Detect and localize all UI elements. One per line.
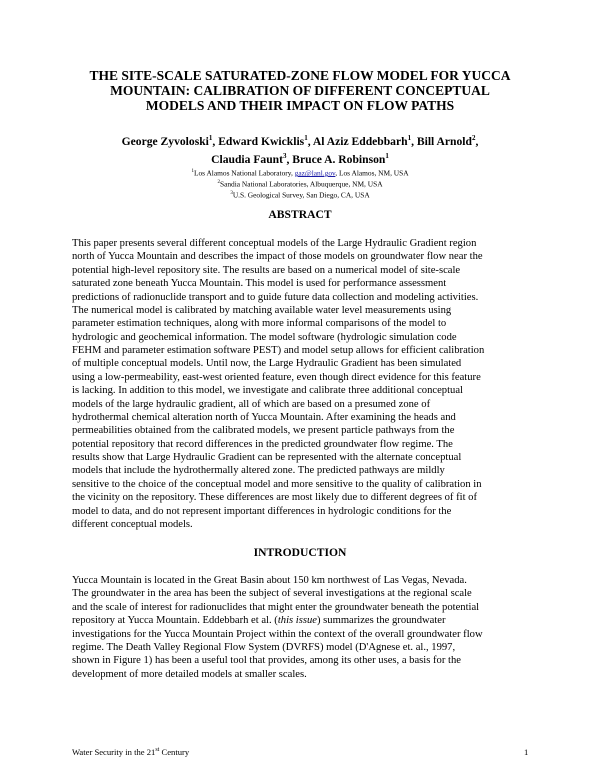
text-segment: repository at Yucca Mountain. Eddebbarh et al. ( bbox=[72, 615, 278, 627]
text-line: and the scale of interest for radionuclides that might enter the groundwater beneath the potential bbox=[72, 601, 480, 613]
text-line: results show that Large Hydraulic Gradient can be represented with the alternate conceptual bbox=[72, 452, 462, 463]
text-line: potential repository that record differences in the predicted groundwater flow regime. The bbox=[72, 438, 453, 450]
author-name: George Zyvoloski bbox=[121, 134, 209, 148]
text-line: permeabilities obtained from the calibrated models, we present particle pathways from the bbox=[72, 425, 455, 437]
affiliation-1 bbox=[60, 167, 540, 178]
text-line: This paper presents several different conceptual models of the Large Hydraulic Gradient region bbox=[72, 238, 477, 249]
affiliation-mark: 1 bbox=[304, 134, 308, 142]
italic-text: this issue bbox=[277, 615, 317, 627]
abstract-heading: ABSTRACT bbox=[268, 208, 332, 221]
text-line: model to data, and do not represent important differences in hydrologic conditions for the bbox=[72, 505, 452, 517]
text-line: potential high-level repository site. The results are based on a numerical model of site-scale bbox=[72, 264, 461, 276]
author-name: Al Aziz Eddebbarh bbox=[312, 134, 408, 148]
text-line: of multiple conceptual models. Until now, the Large Hydraulic Gradient has been simulated bbox=[72, 358, 462, 370]
paper-title bbox=[60, 68, 540, 113]
footer-text: Century bbox=[159, 747, 190, 757]
affiliation-text: U.S. Geological Survey, San Diego, CA, USA bbox=[232, 190, 370, 200]
affiliations bbox=[60, 167, 540, 200]
email-link[interactable]: gaz@lanl.gov bbox=[294, 168, 336, 178]
text-line: Yucca Mountain is located in the Great Basin about 150 km northwest of Las Vegas, Nevada. bbox=[72, 575, 467, 586]
footer-title bbox=[72, 747, 189, 757]
text-line: the vicinity on the repository. These differences are most likely due to different degrees of fit of bbox=[72, 492, 477, 504]
author-list bbox=[60, 131, 540, 167]
title-line: THE SITE-SCALE SATURATED-ZONE FLOW MODEL FOR YUCCA bbox=[89, 68, 511, 83]
footer-text: Water Security in the 21 bbox=[72, 747, 156, 757]
affiliation-mark: 1 bbox=[385, 151, 389, 160]
affiliation-text: Sandia National Laboratories, Albuquerque, NM, USA bbox=[219, 179, 383, 189]
affiliation-text: Los Alamos National Laboratory, bbox=[193, 168, 295, 178]
affiliation-mark: 1 bbox=[208, 134, 213, 142]
text-line bbox=[72, 614, 530, 627]
text-line: different conceptual models. bbox=[72, 518, 193, 530]
author-line: George Zyvoloski$^1$, Edward Kwicklis$^1$, Al Aziz Eddebbarh$^1$, Bill Arnold$^2$, bbox=[121, 134, 479, 148]
author-name: Edward Kwicklis bbox=[218, 134, 305, 148]
text-line: predictions of radionuclide transport and to guide future data collection and modeling activities. bbox=[72, 291, 479, 303]
affiliation-3 bbox=[60, 189, 540, 200]
affiliation-2 bbox=[60, 178, 540, 189]
affiliation-mark: 3 bbox=[282, 151, 287, 160]
author-name: Bruce A. Robinson bbox=[292, 152, 386, 166]
text-line: models that include the hydrothermally altered zone. The predicted pathways are mildly bbox=[72, 465, 445, 477]
title-line: MODELS AND THEIR IMPACT ON FLOW PATHS bbox=[145, 98, 455, 113]
author-name: Bill Arnold bbox=[416, 134, 472, 148]
text-line: shown in Figure 1) has been a useful tool that provides, among its other uses, a basis for the bbox=[72, 655, 461, 667]
page-number: 1 bbox=[524, 747, 529, 757]
text-segment: ) summarizes the groundwater bbox=[316, 615, 446, 627]
text-line: parameter estimation techniques, along with more informal comparisons of the model to bbox=[72, 318, 447, 330]
author-line: Claudia Faunt$^3$, Bruce A. Robinson$^1$ bbox=[211, 151, 389, 166]
introduction-heading: INTRODUCTION bbox=[253, 546, 347, 559]
text-line: north of Yucca Mountain and describes the impact of those models on groundwater flow near the bbox=[72, 251, 483, 263]
affiliation-text: , Los Alamos, NM, USA bbox=[335, 168, 409, 178]
text-line: hydrologic and geochemical information. The model software (hydrologic simulation code bbox=[72, 331, 457, 343]
text-line: using a low-permeability, east-west oriented feature, even though direct evidence for this feature bbox=[72, 371, 481, 383]
affiliation-number: 2 bbox=[217, 179, 220, 185]
text-line: regime. The Death Valley Regional Flow System (DVRFS) model (D'Agnese et. al., 1997, bbox=[72, 641, 456, 653]
text-line: saturated zone beneath Yucca Mountain. This model is used for performance assessment bbox=[72, 278, 447, 290]
text-line: models of the large hydraulic gradient, all of which are based on a presumed zone of bbox=[72, 398, 431, 410]
introduction-body bbox=[72, 574, 530, 681]
title-line: MOUNTAIN: CALIBRATION OF DIFFERENT CONCEPTUAL bbox=[110, 83, 490, 98]
abstract-body bbox=[72, 237, 530, 531]
text-line: The numerical model is calibrated by matching available water level measurements using bbox=[72, 304, 452, 316]
footer-superscript: st bbox=[155, 747, 160, 754]
text-line: development of more detailed models at smaller scales. bbox=[72, 668, 307, 680]
text-line: is lacking. In addition to this model, we investigate and calibrate three additional conceptual bbox=[72, 385, 463, 397]
affiliation-mark: 1 bbox=[407, 134, 412, 142]
text-line: The groundwater in the area has been the subject of several investigations at the regional scale bbox=[72, 588, 472, 600]
affiliation-number: 1 bbox=[191, 169, 194, 174]
text-line: FEHM and parameter estimation software PEST) and model setup allows for efficient calibration bbox=[72, 345, 485, 356]
text-line: investigations for the Yucca Mountain Project within the context of the overall groundwater flow bbox=[72, 628, 483, 640]
text-line: hydrothermal chemical alteration north of Yucca Mountain. After examining the heads and bbox=[72, 411, 456, 423]
text-line: sensitive to the choice of the conceptual model and more sensitive to the quality of calibration in bbox=[72, 478, 482, 490]
affiliation-number: 3 bbox=[230, 190, 233, 196]
affiliation-mark: 2 bbox=[471, 134, 476, 142]
author-name: Claudia Faunt bbox=[211, 152, 283, 166]
